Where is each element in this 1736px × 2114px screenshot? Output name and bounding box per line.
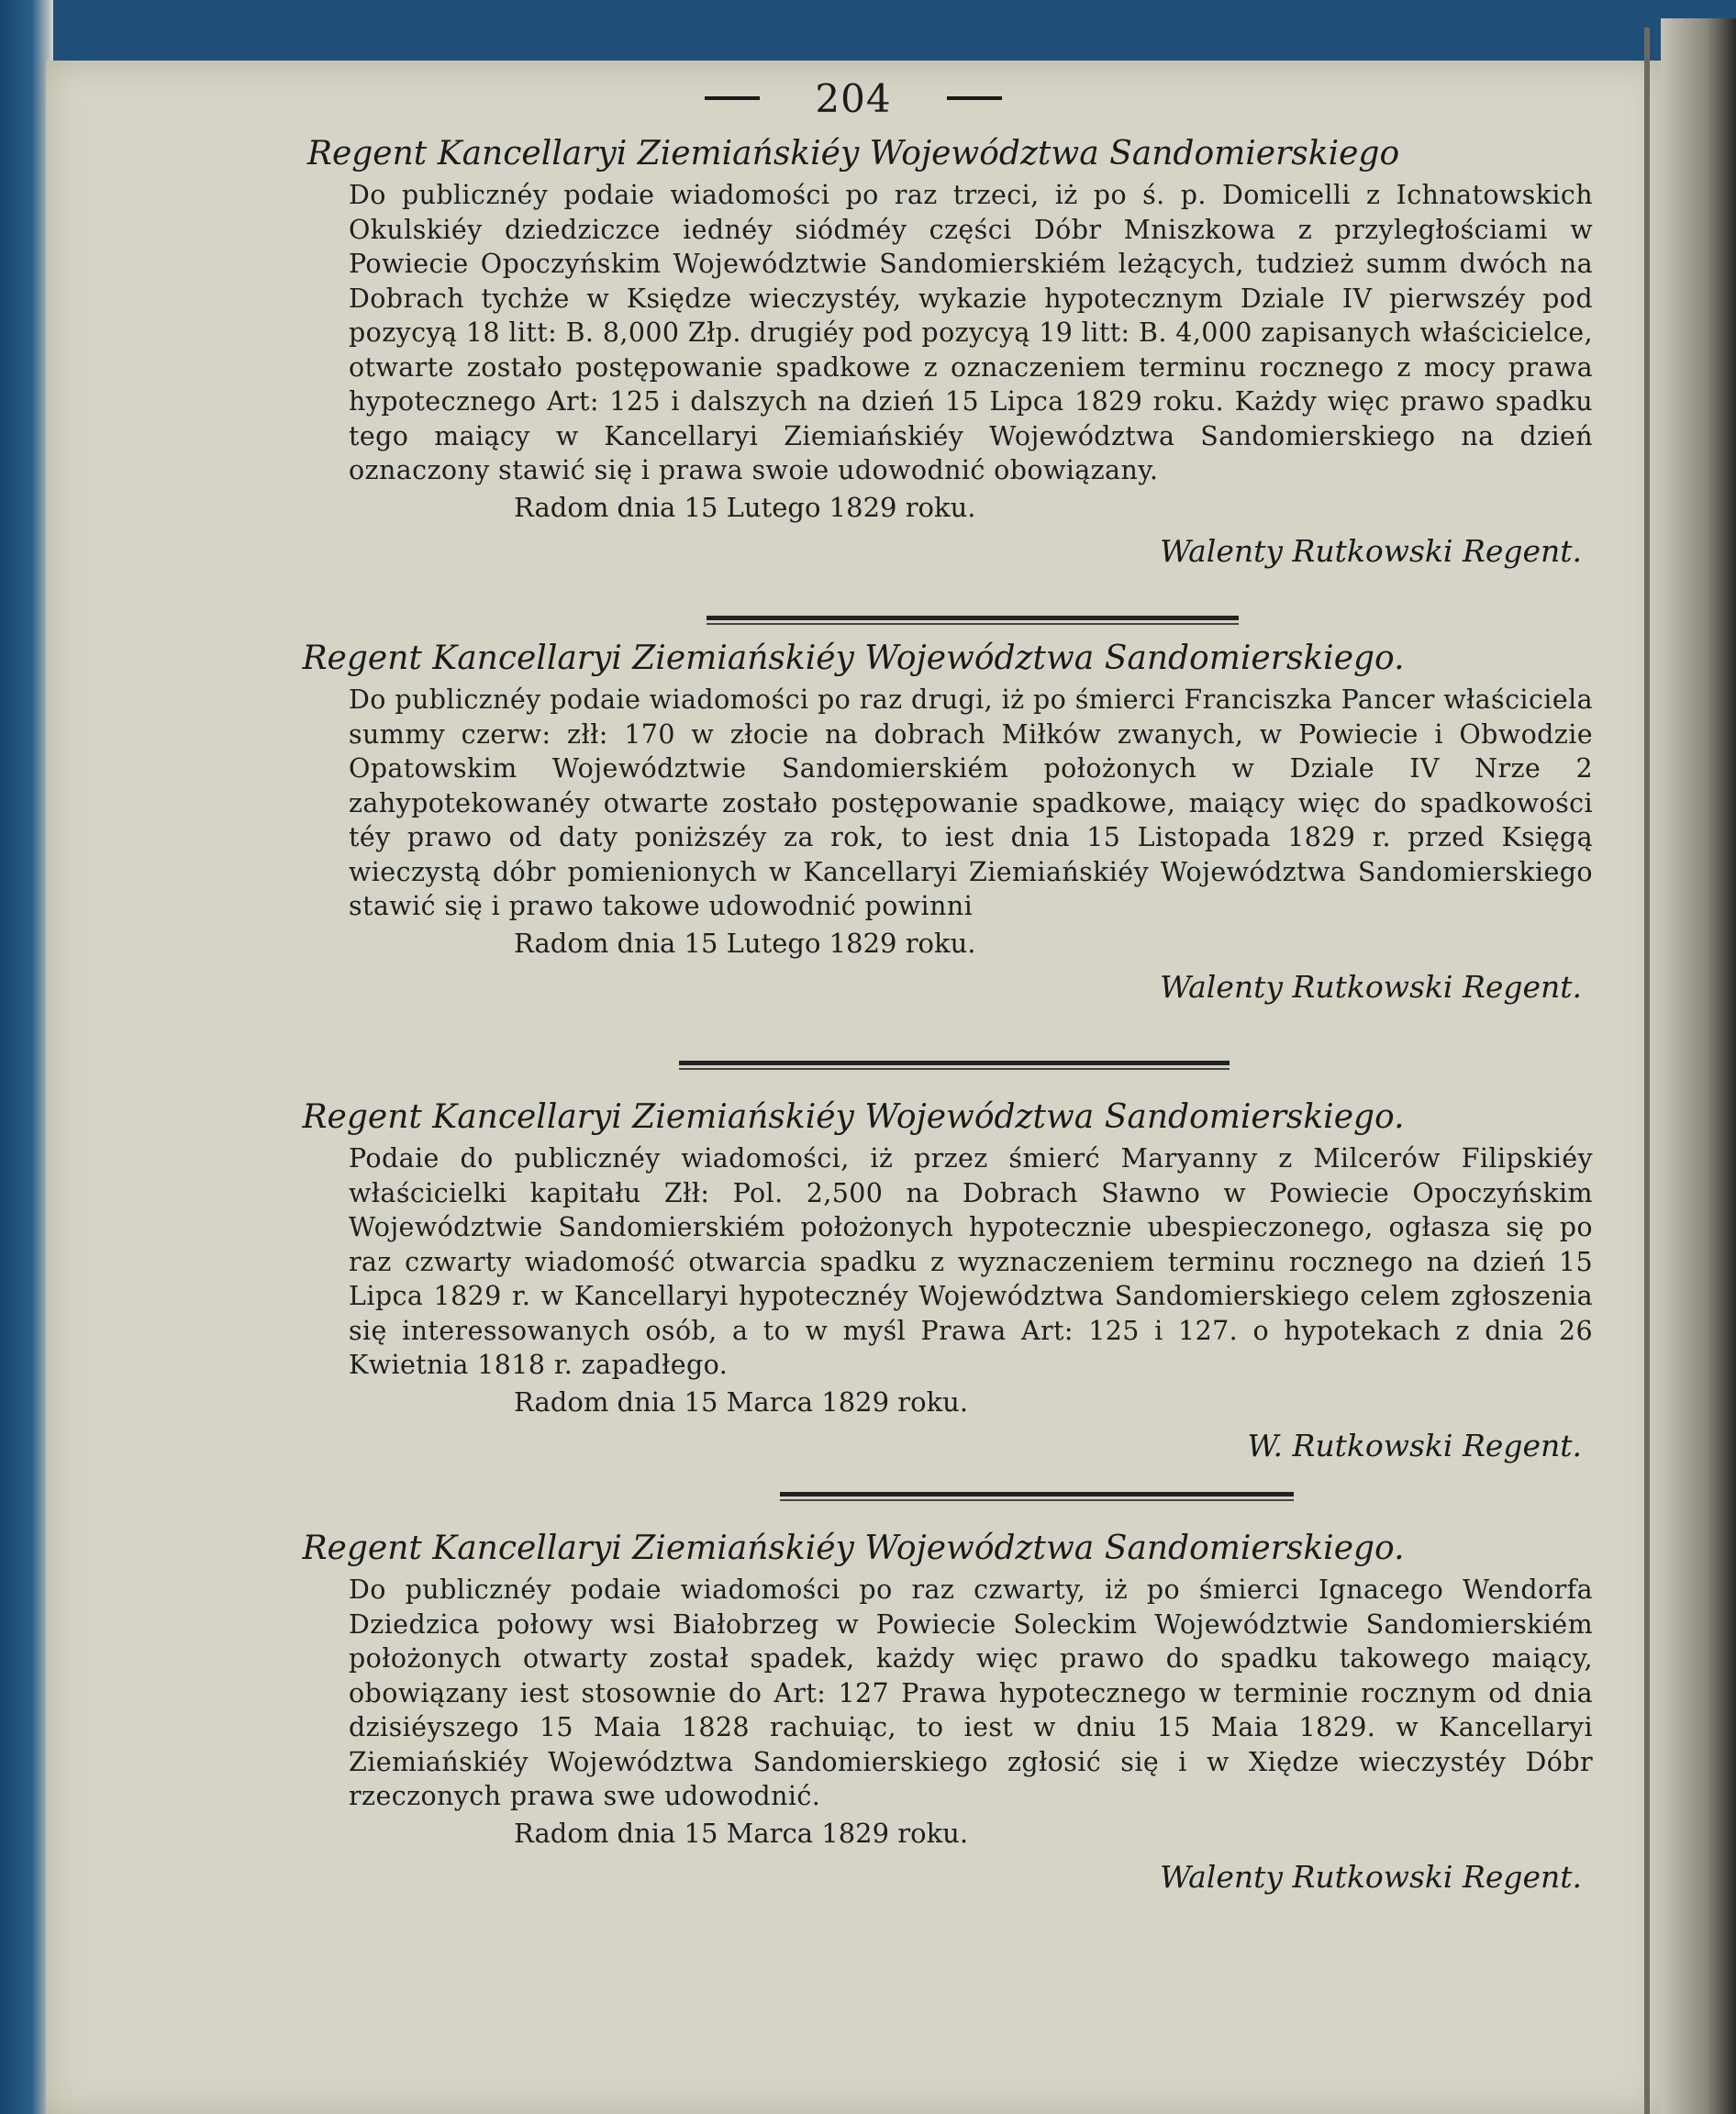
notice-place-date: Radom dnia 15 Marca 1829 roku. [514,1385,969,1418]
notice-signature: Walenty Rutkowski Regent. [1160,968,1582,1005]
notice-body: Podaie do publicznéy wiadomości, iż przez śmierć Maryanny z Milcerów Filipskiéy właścicielki kapitału Złł: Pol. 2,500 na Dobrach Sławno w Powiecie Opoczyńskim Województwie Sandomierskiém położonych hypotecznie ubespieczonego, ogłasza się po raz czwarty wiadomość otwarcia spadku z wyznaczeniem terminu rocznego na dzień 15 Lipca 1829 r. w Kancellaryi hypotecznéy Województwa Sandomierskiego celem zgłoszenia się interessowanych osób, a to w myśl Prawa Art: 125 i 127. o hypotekach z dnia 26 Kwietnia 1818 r. zapadłego. [349,1143,1593,1380]
scan-right-edge [1661,18,1736,2114]
notice-place-date: Radom dnia 15 Lutego 1829 roku. [514,491,976,523]
document-page [46,61,1661,2114]
separator-rule-2 [679,1061,1230,1065]
notice-place-date: Radom dnia 15 Lutego 1829 roku. [514,927,976,959]
notice-2 [46,639,1661,1007]
notice-title: Regent Kancellaryi Ziemiańskiéy Województwa Sandomierskiego [306,135,1400,172]
notice-1 [46,134,1661,571]
notice-title: Regent Kancellaryi Ziemiańskiéy Województwa Sandomierskiego. [302,640,1405,677]
page-number: 204 [815,75,892,121]
page-fold-line [1644,28,1650,2114]
header-dash-left [705,96,760,100]
notice-signature: Walenty Rutkowski Regent. [1160,1858,1582,1895]
notice-4 [46,1529,1661,1897]
notice-title: Regent Kancellaryi Ziemiańskiéy Województwa Sandomierskiego. [302,1530,1405,1567]
notice-title: Regent Kancellaryi Ziemiańskiéy Województwa Sandomierskiego. [302,1098,1405,1136]
notice-3 [46,1097,1661,1465]
notice-place-date: Radom dnia 15 Marca 1829 roku. [514,1817,969,1849]
header-dash-right [947,96,1002,100]
notice-body: Do publicznéy podaie wiadomości po raz drugi, iż po śmierci Franciszka Pancer właściciela summy czerw: złł: 170 w złocie na dobrach Miłków zwanych, w Powiecie i Obwodzie Opatowskim Województwie Sandomierskiém położonych w Dziale IV Nrze 2 zahypotekowanéy otwarte zostało postępowanie spadkowe, maiący więc do spadkowości téy prawo od daty poniższéy za rok, to iest dnia 15 Listopada 1829 r. przed Księgą wieczystą dóbr pomienionych w Kancellaryi Ziemiańskiéy Województwa Sandomierskiego stawić się i prawo takowe udowodnić powinni [349,684,1593,921]
separator-rule-1 [707,616,1239,620]
separator-rule-3 [780,1492,1294,1496]
notice-body: Do publicznéy podaie wiadomości po raz trzeci, iż po ś. p. Domicelli z Ichnatowskich Okulskiéy dziedziczce iednéy siódméy części Dóbr Mniszkowa z przyległościami w Powiecie Opoczyńskim Województwie Sandomierskiém leżących, tudzież summ dwóch na Dobrach tychże w Księdze wieczystéy, wykazie hypotecznym Dziale IV pierwszéy pod pozycyą 18 litt: B. 8,000 Złp. drugiéy pod pozycyą 19 litt: B. 4,000 zapisanych właścicielce, otwarte zostało postępowanie spadkowe z oznaczeniem terminu rocznego z mocy prawa hypotecznego Art: 125 i dalszych na dzień 15 Lipca 1829 roku. Każdy więc prawo spadku tego maiący w Kancellaryi Ziemiańskiéy Województwa Sandomierskiego na dzień oznaczony stawić się i prawa swoie udowodnić obowiązany. [349,180,1593,485]
notice-signature: W. Rutkowski Regent. [1247,1427,1582,1463]
notice-signature: Walenty Rutkowski Regent. [1160,532,1582,569]
notice-body: Do publicznéy podaie wiadomości po raz czwarty, iż po śmierci Ignacego Wendorfa Dziedzica połowy wsi Białobrzeg w Powiecie Soleckim Województwie Sandomierskiém położonych otwarty został spadek, każdy więc prawo do spadku takowego maiący, obowiązany iest stosownie do Art: 127 Prawa hypotecznego w terminie rocznym od dnia dzisiéyszego 15 Maia 1828 rachuiąc, to iest w dniu 15 Maia 1829. w Kancellaryi Ziemiańskiéy Województwa Sandomierskiego zgłosić się i w Xiędze wieczystéy Dóbr rzeczonych prawa swe udowodnić. [349,1574,1593,1811]
page-header [46,66,1661,130]
